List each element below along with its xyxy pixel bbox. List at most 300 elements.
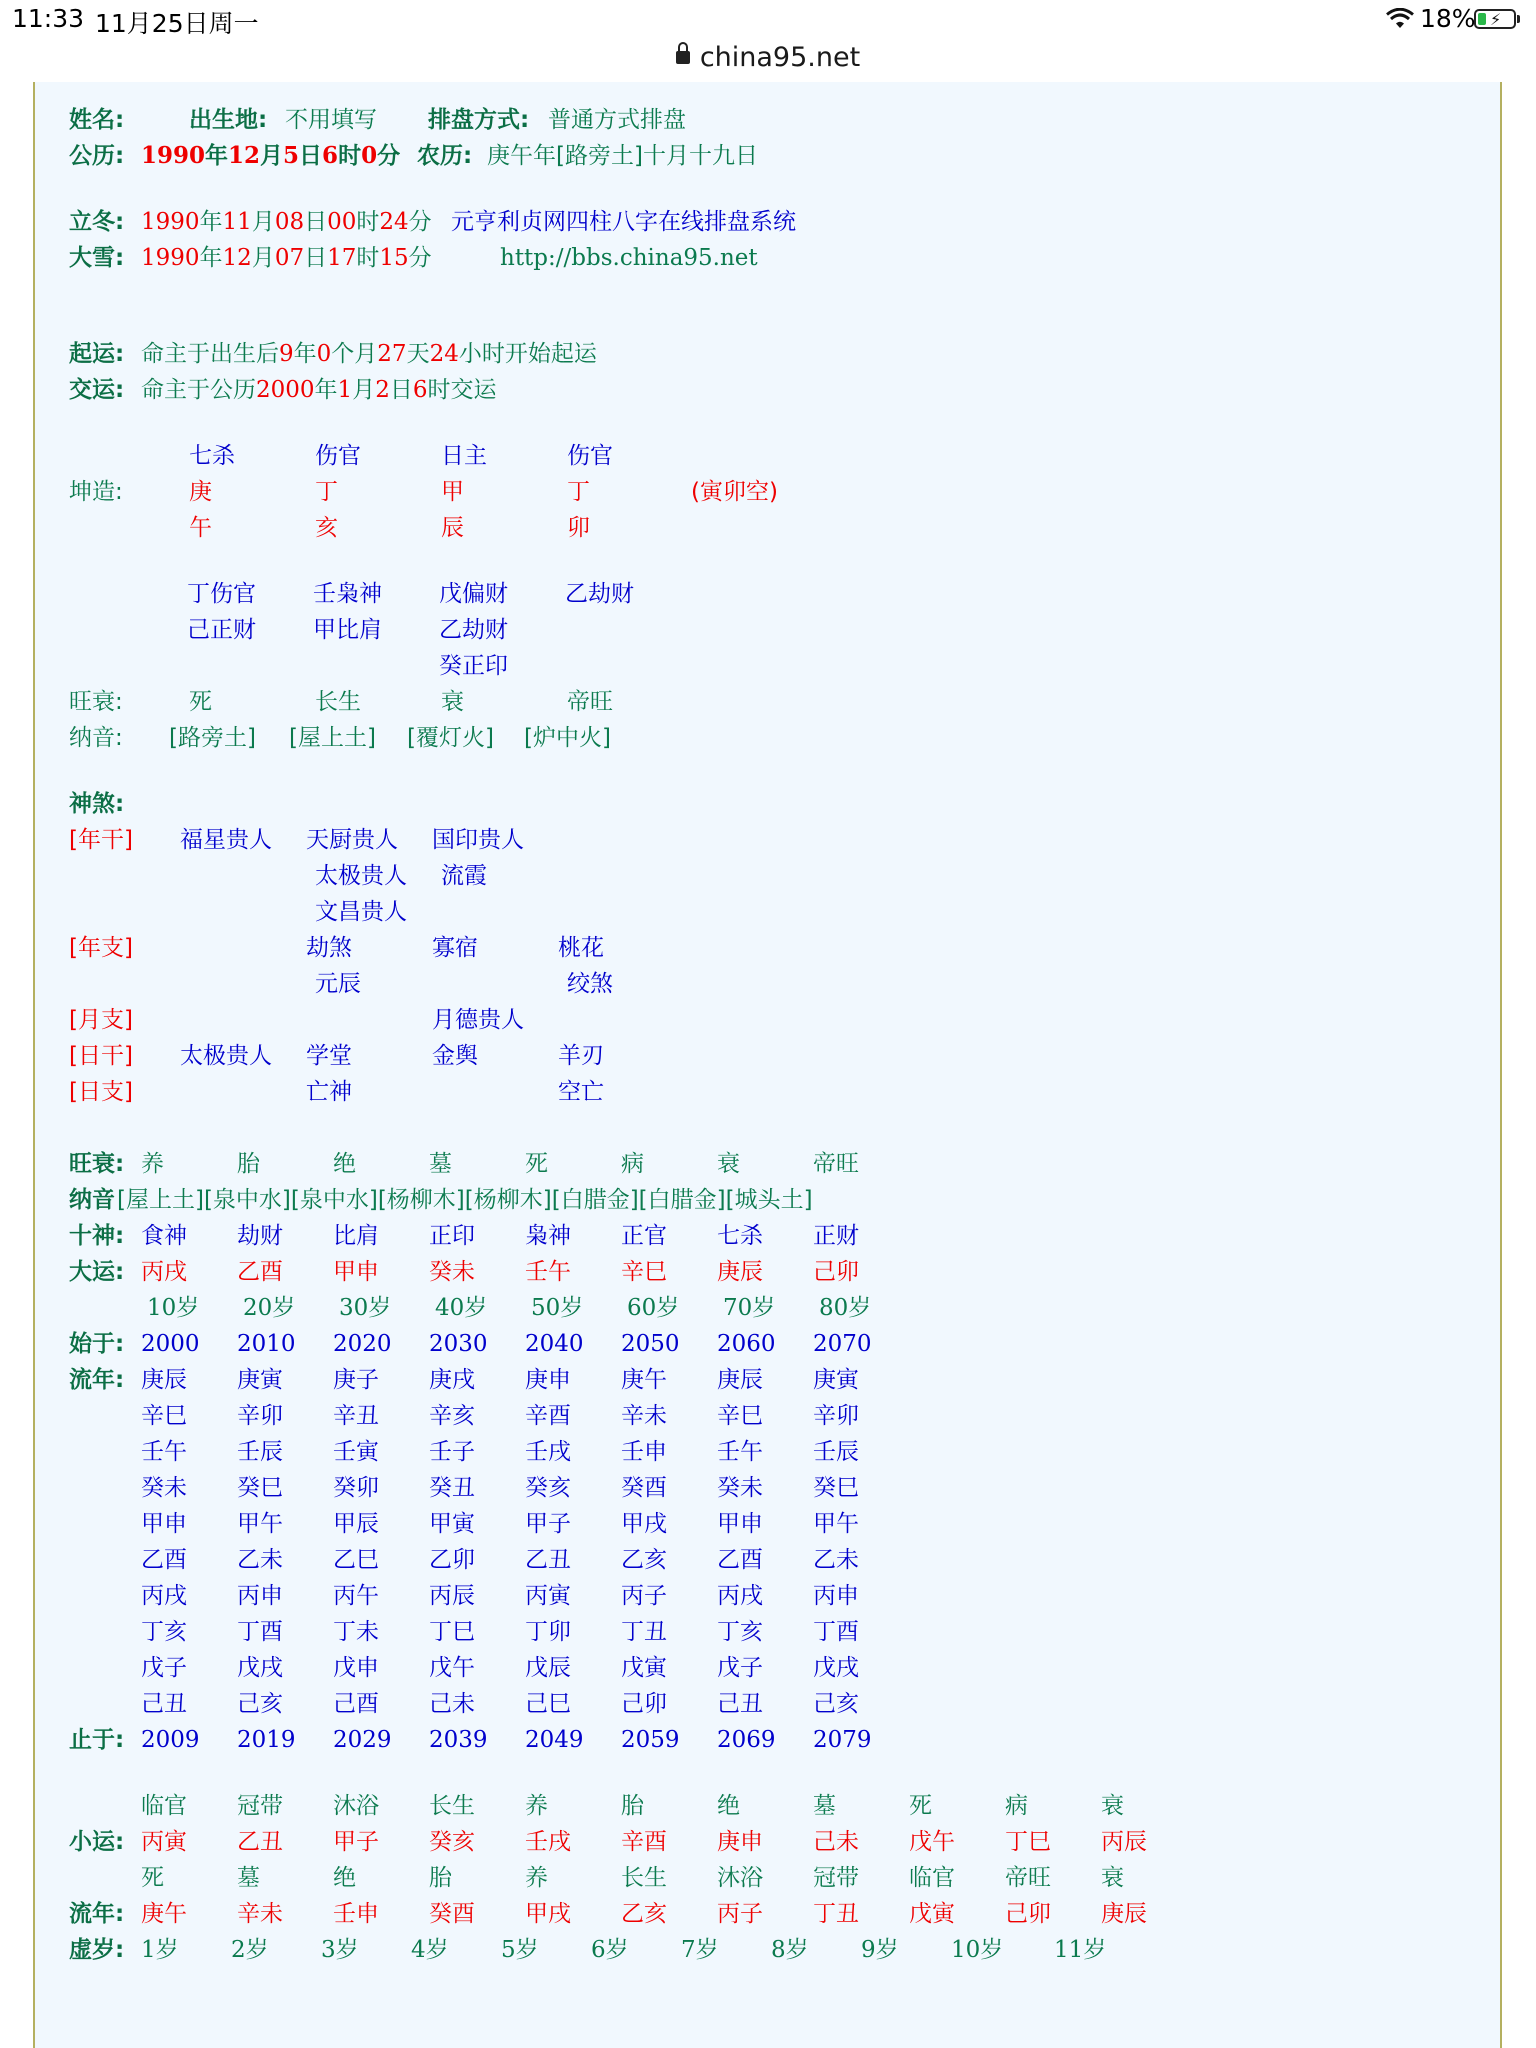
dayun-shishen: 枭神: [525, 1223, 571, 1249]
shensha-item: 福星贵人: [180, 827, 272, 853]
xiaoyun-wangshuai: 沐浴: [333, 1793, 379, 1819]
pillar-shishen: 伤官: [567, 443, 613, 469]
liunian-item: 丙戌: [717, 1583, 763, 1609]
liunian-item: 己丑: [141, 1691, 187, 1717]
liunian-item: 己亥: [813, 1691, 859, 1717]
xiaoyun-liunian: 庚辰: [1101, 1901, 1147, 1927]
liunian-item: 甲午: [237, 1511, 283, 1537]
liunian-item: 癸未: [141, 1475, 187, 1501]
liunian-wangshuai: 绝: [333, 1865, 356, 1891]
solar-date-part: 分: [377, 143, 401, 169]
daxue-date-part: 分: [408, 245, 432, 271]
liunian-item: 甲申: [141, 1511, 187, 1537]
xiaoyun-wangshuai: 养: [525, 1793, 548, 1819]
liunian-item: 辛卯: [237, 1403, 283, 1429]
solar-date-part: 年: [205, 143, 229, 169]
nayin-label: 纳音:: [69, 725, 123, 751]
pillar-nayin: [炉中火]: [524, 725, 611, 751]
liunian-item: 乙丑: [525, 1547, 571, 1573]
xiaoyun-wangshuai: 死: [909, 1793, 932, 1819]
liunian-label: 流年:: [69, 1367, 125, 1393]
dayun-end-year: 2019: [237, 1727, 296, 1753]
solar-date: [141, 141, 400, 171]
canggan-item: 己正财: [187, 617, 256, 643]
shensha-item: 金舆: [432, 1043, 478, 1069]
liunian-item: 丁丑: [621, 1619, 667, 1645]
canggan-item: 甲比肩: [313, 617, 382, 643]
liunian-item: 己亥: [237, 1691, 283, 1717]
lidong-date-part: 日: [304, 209, 328, 235]
liunian-item: 壬午: [141, 1439, 187, 1465]
liunian-item: 辛丑: [333, 1403, 379, 1429]
dayun-start-year: 2040: [525, 1331, 584, 1357]
address-domain[interactable]: china95.net: [699, 42, 861, 73]
jiaoyun-text-part: 1: [337, 377, 353, 403]
liunian-item: 戊子: [141, 1655, 187, 1681]
address-bar[interactable]: [0, 40, 1536, 76]
liunian-item: 辛巳: [141, 1403, 187, 1429]
xiaoyun-pillar: 癸亥: [429, 1829, 475, 1855]
xiaoyun-liunian: 丙子: [717, 1901, 763, 1927]
liunian-item: 甲辰: [333, 1511, 379, 1537]
xiaoyun-liunian: 己卯: [1005, 1901, 1051, 1927]
liunian-item: 癸亥: [525, 1475, 571, 1501]
dayun-pillar: 癸未: [429, 1259, 475, 1285]
xusui-age: 2岁: [231, 1937, 269, 1963]
pillar-nayin: [路旁土]: [169, 725, 256, 751]
birthplace-value: 不用填写: [285, 107, 377, 133]
dayun-start-year: 2070: [813, 1331, 872, 1357]
jiaoyun-text-part: 日: [389, 377, 413, 403]
liunian-item: 丁巳: [429, 1619, 475, 1645]
liunian-wangshuai: 死: [141, 1865, 164, 1891]
liunian-wangshuai: 沐浴: [717, 1865, 763, 1891]
dayun-end-year: 2059: [621, 1727, 680, 1753]
liunian-item: 丁酉: [237, 1619, 283, 1645]
qiyun-text: [141, 339, 597, 369]
liunian-wangshuai: 养: [525, 1865, 548, 1891]
lunar-value: 庚午年[路旁土]十月十九日: [487, 143, 758, 169]
liunian-item: 壬辰: [237, 1439, 283, 1465]
solar-date-part: 月: [260, 143, 284, 169]
bazi-result-panel: [33, 82, 1502, 2048]
xiaoyun-wangshuai: 胎: [621, 1793, 644, 1819]
liunian-item: 壬申: [621, 1439, 667, 1465]
shensha-item: 太极贵人: [315, 863, 407, 889]
shensha-item: 太极贵人: [180, 1043, 272, 1069]
qiyun-text-part: 9: [279, 341, 294, 367]
dayun-pillar: 丙戌: [141, 1259, 187, 1285]
liunian-item: 丁酉: [813, 1619, 859, 1645]
status-bar: [0, 0, 1536, 40]
daxue-date-part: 07: [274, 245, 305, 271]
liunian-item: 乙酉: [717, 1547, 763, 1573]
xiaoyun-wangshuai: 衰: [1101, 1793, 1124, 1819]
daxue-date: [141, 243, 432, 273]
canggan-item: 乙劫财: [565, 581, 634, 607]
solar-date-part: 日: [299, 143, 323, 169]
pillar-zhi: 卯: [567, 515, 590, 541]
qiyun-text-part: 24: [429, 341, 459, 367]
pillar-wangshuai: 帝旺: [567, 689, 613, 715]
liunian-item: 壬辰: [813, 1439, 859, 1465]
shensha-item: 国印贵人: [432, 827, 524, 853]
liunian-item: 庚辰: [717, 1367, 763, 1393]
shensha-item: 桃花: [558, 935, 604, 961]
shensha-row-label: [月支]: [69, 1007, 133, 1033]
liunian-item: 壬寅: [333, 1439, 379, 1465]
liunian-item: 戊申: [333, 1655, 379, 1681]
solar-label: 公历:: [69, 143, 125, 169]
liunian-item: 乙卯: [429, 1547, 475, 1573]
pillar-shishen: 日主: [441, 443, 487, 469]
dayun-age: 20岁: [243, 1295, 296, 1321]
liunian-item: 戊午: [429, 1655, 475, 1681]
daxue-date-part: 1990: [141, 245, 200, 271]
liunian-item: 戊戌: [237, 1655, 283, 1681]
jiaoyun-text-part: 6: [412, 377, 428, 403]
liunian-item: 甲申: [717, 1511, 763, 1537]
jiaoyun-text-part: 2000: [256, 377, 315, 403]
pillar-gan: 庚: [189, 479, 212, 505]
shensha-item: 亡神: [306, 1079, 352, 1105]
xiaoyun-pillar: 辛酉: [621, 1829, 667, 1855]
dayun-shishen: 正官: [621, 1223, 667, 1249]
dayun-age: 80岁: [819, 1295, 872, 1321]
xiaoyun-wangshuai: 长生: [429, 1793, 475, 1819]
liunian-item: 壬戌: [525, 1439, 571, 1465]
dayun-age: 40岁: [435, 1295, 488, 1321]
dayun-start-year: 2060: [717, 1331, 776, 1357]
liunian-item: 乙巳: [333, 1547, 379, 1573]
liunian-item: 癸丑: [429, 1475, 475, 1501]
site-url: http://bbs.china95.net: [500, 245, 758, 271]
xusui-age: 6岁: [591, 1937, 629, 1963]
pillar-zhi: 午: [189, 515, 212, 541]
liunian-item: 戊辰: [525, 1655, 571, 1681]
dayun-wangshuai: 帝旺: [813, 1151, 859, 1177]
canggan-item: 壬枭神: [313, 581, 382, 607]
name-label: 姓名:: [69, 107, 125, 133]
liunian-item: 庚子: [333, 1367, 379, 1393]
dayun-start-year: 2010: [237, 1331, 296, 1357]
dayun-age: 10岁: [147, 1295, 200, 1321]
shensha-row-label: [年干]: [69, 827, 133, 853]
dayun-start-year: 2030: [429, 1331, 488, 1357]
liunian-item: 辛卯: [813, 1403, 859, 1429]
shensha-item: 元辰: [315, 971, 361, 997]
status-time: 11:33: [12, 4, 85, 33]
dayun-end-year: 2069: [717, 1727, 776, 1753]
liunian-item: 戊寅: [621, 1655, 667, 1681]
shensha-item: 文昌贵人: [315, 899, 407, 925]
xiaoyun-pillar: 己未: [813, 1829, 859, 1855]
shensha-item: 劫煞: [306, 935, 352, 961]
dayun-end-year: 2039: [429, 1727, 488, 1753]
pillar-zhi: 辰: [441, 515, 464, 541]
canggan-item: 丁伤官: [187, 581, 256, 607]
liunian-item: 丙子: [621, 1583, 667, 1609]
liunian-item: 甲戌: [621, 1511, 667, 1537]
jiaoyun-text-part: 2: [375, 377, 390, 403]
liunian-item: 辛巳: [717, 1403, 763, 1429]
liunian-item: 己未: [429, 1691, 475, 1717]
xiaoyun-liunian: 庚午: [141, 1901, 187, 1927]
pillar-wangshuai: 长生: [315, 689, 361, 715]
liunian-item: 己酉: [333, 1691, 379, 1717]
liunian-item: 癸未: [717, 1475, 763, 1501]
dayun-pillar: 壬午: [525, 1259, 571, 1285]
liunian-item: 戊子: [717, 1655, 763, 1681]
pillar-zhi: 亥: [315, 515, 338, 541]
lidong-date-part: 月: [251, 209, 275, 235]
xiaoyun-liunian: 乙亥: [621, 1901, 667, 1927]
liunian-item: 庚申: [525, 1367, 571, 1393]
xusui-age: 5岁: [501, 1937, 539, 1963]
jiaoyun-text-part: 月: [352, 377, 376, 403]
dayun-shishen: 七杀: [717, 1223, 763, 1249]
liunian-item: 辛未: [621, 1403, 667, 1429]
liunian-item: 丙戌: [141, 1583, 187, 1609]
dayun-shishen: 正印: [429, 1223, 475, 1249]
shensha-item: 寡宿: [432, 935, 478, 961]
dayun-wangshuai: 死: [525, 1151, 548, 1177]
status-date: 11月25日周一: [95, 9, 259, 38]
canggan-item: 戊偏财: [439, 581, 508, 607]
xiaoyun-pillar: 丙辰: [1101, 1829, 1147, 1855]
liunian-item: 丙寅: [525, 1583, 571, 1609]
xiaoyun-liunian: 丁丑: [813, 1901, 859, 1927]
liunian-item: 甲寅: [429, 1511, 475, 1537]
liunian-item: 丙申: [813, 1583, 859, 1609]
wifi-icon: [1386, 8, 1414, 30]
lock-icon: [676, 51, 690, 64]
xiaoyun-liunian: 壬申: [333, 1901, 379, 1927]
solar-date-part: 6: [322, 142, 339, 169]
liunian-item: 丙午: [333, 1583, 379, 1609]
qiyun-text-part: 年: [293, 341, 317, 367]
xiaoyun-liunian: 甲戌: [525, 1901, 571, 1927]
dayun-age: 60岁: [627, 1295, 680, 1321]
xiaoyun-wangshuai: 墓: [813, 1793, 836, 1819]
liunian-wangshuai: 长生: [621, 1865, 667, 1891]
xusui-age: 3岁: [321, 1937, 359, 1963]
liunian-item: 壬子: [429, 1439, 475, 1465]
xiaoyun-pillar: 庚申: [717, 1829, 763, 1855]
daxue-date-part: 年: [199, 245, 223, 271]
dayun-pillar: 己卯: [813, 1259, 859, 1285]
liunian-item: 丙辰: [429, 1583, 475, 1609]
xusui-age: 8岁: [771, 1937, 809, 1963]
liunian-item: 庚午: [621, 1367, 667, 1393]
xiaoyun-pillar: 甲子: [333, 1829, 379, 1855]
lidong-date-part: 分: [408, 209, 432, 235]
lunar-label: 农历:: [417, 143, 473, 169]
liunian-item: 己卯: [621, 1691, 667, 1717]
liunian-item: 癸卯: [333, 1475, 379, 1501]
qiyun-label: 起运:: [69, 341, 125, 367]
jiaoyun-label: 交运:: [69, 377, 125, 403]
dayun-shishen: 食神: [141, 1223, 187, 1249]
dayun-pillar: 乙酉: [237, 1259, 283, 1285]
pillar-gan: 丁: [315, 479, 338, 505]
xiaoyun-pillar: 乙丑: [237, 1829, 283, 1855]
shensha-row-label: [年支]: [69, 935, 133, 961]
daxue-date-part: 时: [356, 245, 380, 271]
xusui-age: 11岁: [1054, 1937, 1107, 1963]
dayun-age: 50岁: [531, 1295, 584, 1321]
xusui-age: 1岁: [141, 1937, 179, 1963]
daxue-date-part: 12: [222, 245, 252, 271]
lidong-date-part: 24: [379, 209, 409, 235]
liunian-item: 甲子: [525, 1511, 571, 1537]
dayun-end-year: 2079: [813, 1727, 872, 1753]
dayun-pillar: 庚辰: [717, 1259, 763, 1285]
liunian-item: 乙未: [813, 1547, 859, 1573]
dayun-end-year: 2029: [333, 1727, 392, 1753]
pillar-gan: 丁: [567, 479, 590, 505]
liunian-item: 癸酉: [621, 1475, 667, 1501]
xiaoyun-pillar: 丙寅: [141, 1829, 187, 1855]
dayun-end-year: 2009: [141, 1727, 200, 1753]
pillar-nayin: [屋上土]: [289, 725, 376, 751]
liunian-item: 戊戌: [813, 1655, 859, 1681]
liunian-item: 丙申: [237, 1583, 283, 1609]
qiyun-text-part: 天: [406, 341, 430, 367]
dayun-shishen: 正财: [813, 1223, 859, 1249]
shensha-item: 天厨贵人: [306, 827, 398, 853]
shensha-item: 流霞: [441, 863, 487, 889]
xusui-age: 10岁: [951, 1937, 1004, 1963]
xiaoyun-liunian-label: 流年:: [69, 1901, 125, 1927]
liunian-item: 己丑: [717, 1691, 763, 1717]
kunzao-label: 坤造:: [69, 479, 123, 505]
xiaoyun-pillar: 丁巳: [1005, 1829, 1051, 1855]
dayun-start-year: 2020: [333, 1331, 392, 1357]
shensha-item: 学堂: [306, 1043, 352, 1069]
liunian-wangshuai: 临官: [909, 1865, 955, 1891]
shensha-item: 绞煞: [567, 971, 613, 997]
canggan-item: 乙劫财: [439, 617, 508, 643]
liunian-item: 庚戌: [429, 1367, 475, 1393]
dayun-label: 大运:: [69, 1259, 125, 1285]
daxue-date-part: 15: [379, 245, 409, 271]
canggan-item: 癸正印: [439, 653, 508, 679]
solar-date-part: 12: [228, 142, 261, 169]
battery-tip: [1517, 15, 1520, 23]
liunian-item: 丁未: [333, 1619, 379, 1645]
liunian-wangshuai: 胎: [429, 1865, 452, 1891]
liunian-wangshuai: 衰: [1101, 1865, 1124, 1891]
jiaoyun-text: [141, 375, 496, 405]
daxue-date-part: 月: [251, 245, 275, 271]
lidong-date-part: 00: [327, 209, 357, 235]
method-label: 排盘方式:: [428, 107, 530, 133]
pillar-wangshuai: 衰: [441, 689, 464, 715]
qiyun-text-part: 27: [377, 341, 407, 367]
xiaoyun-wangshuai: 冠带: [237, 1793, 283, 1819]
lidong-date-part: 1990: [141, 209, 200, 235]
battery-icon: ⚡: [1474, 9, 1516, 29]
liunian-item: 丁亥: [141, 1619, 187, 1645]
lidong-label: 立冬:: [69, 209, 125, 235]
xiaoyun-wangshuai: 绝: [717, 1793, 740, 1819]
daxue-date-part: 日: [304, 245, 328, 271]
liunian-item: 辛酉: [525, 1403, 571, 1429]
dayun-end-year: 2049: [525, 1727, 584, 1753]
liunian-item: 壬午: [717, 1439, 763, 1465]
shensha-item: 羊刃: [558, 1043, 604, 1069]
xiaoyun-pillar: 戊午: [909, 1829, 955, 1855]
site-title: 元亨利贞网四柱八字在线排盘系统: [451, 209, 796, 235]
wangshuai-label: 旺衰:: [69, 689, 123, 715]
dayun-shishen-label: 十神:: [69, 1223, 125, 1249]
liunian-wangshuai: 冠带: [813, 1865, 859, 1891]
shensha-item: 月德贵人: [432, 1007, 524, 1033]
jiaoyun-text-part: 年: [314, 377, 338, 403]
xiaoyun-wangshuai: 临官: [141, 1793, 187, 1819]
battery-percent: 18%: [1420, 4, 1476, 33]
lidong-date: [141, 207, 432, 237]
dayun-nayin: [屋上土][泉中水][泉中水][杨柳木][杨柳木][白腊金][白腊金][城头土]: [117, 1187, 813, 1213]
liunian-wangshuai: 帝旺: [1005, 1865, 1051, 1891]
pillar-nayin: [覆灯火]: [407, 725, 494, 751]
dayun-start-year: 2000: [141, 1331, 200, 1357]
liunian-wangshuai: 墓: [237, 1865, 260, 1891]
dayun-age: 30岁: [339, 1295, 392, 1321]
qiyun-text-part: 命主于出生后: [141, 341, 279, 367]
daxue-date-part: 17: [327, 245, 357, 271]
dayun-wangshuai: 墓: [429, 1151, 452, 1177]
liunian-item: 癸巳: [237, 1475, 283, 1501]
birthplace-label: 出生地:: [189, 107, 268, 133]
dayun-end-label: 止于:: [69, 1727, 125, 1753]
xiaoyun-liunian: 戊寅: [909, 1901, 955, 1927]
solar-date-part: 0: [361, 142, 378, 169]
jiaoyun-text-part: 命主于公历: [141, 377, 256, 403]
jiaoyun-text-part: 时交运: [427, 377, 497, 403]
shensha-row-label: [日干]: [69, 1043, 133, 1069]
solar-date-part: 5: [283, 142, 300, 169]
qiyun-text-part: 个月: [331, 341, 378, 367]
lidong-date-part: 时: [356, 209, 380, 235]
lidong-date-part: 11: [222, 209, 252, 235]
dayun-start-label: 始于:: [69, 1331, 125, 1357]
liunian-item: 辛亥: [429, 1403, 475, 1429]
dayun-shishen: 比肩: [333, 1223, 379, 1249]
liunian-item: 乙亥: [621, 1547, 667, 1573]
xusui-age: 9岁: [861, 1937, 899, 1963]
xusui-age: 7岁: [681, 1937, 719, 1963]
dayun-wangshuai: 绝: [333, 1151, 356, 1177]
liunian-item: 庚寅: [237, 1367, 283, 1393]
xusui-age: 4岁: [411, 1937, 449, 1963]
pillar-gan: 甲: [441, 479, 464, 505]
shensha-item: 空亡: [558, 1079, 604, 1105]
pillar-shishen: 伤官: [315, 443, 361, 469]
dayun-start-year: 2050: [621, 1331, 680, 1357]
shensha-row-label: [日支]: [69, 1079, 133, 1105]
liunian-item: 甲午: [813, 1511, 859, 1537]
liunian-item: 丁亥: [717, 1619, 763, 1645]
xiaoyun-label: 小运:: [69, 1829, 125, 1855]
liunian-item: 己巳: [525, 1691, 571, 1717]
liunian-item: 癸巳: [813, 1475, 859, 1501]
lidong-date-part: 08: [274, 209, 305, 235]
shensha-label: 神煞:: [69, 791, 125, 817]
liunian-item: 庚辰: [141, 1367, 187, 1393]
liunian-item: 庚寅: [813, 1367, 859, 1393]
